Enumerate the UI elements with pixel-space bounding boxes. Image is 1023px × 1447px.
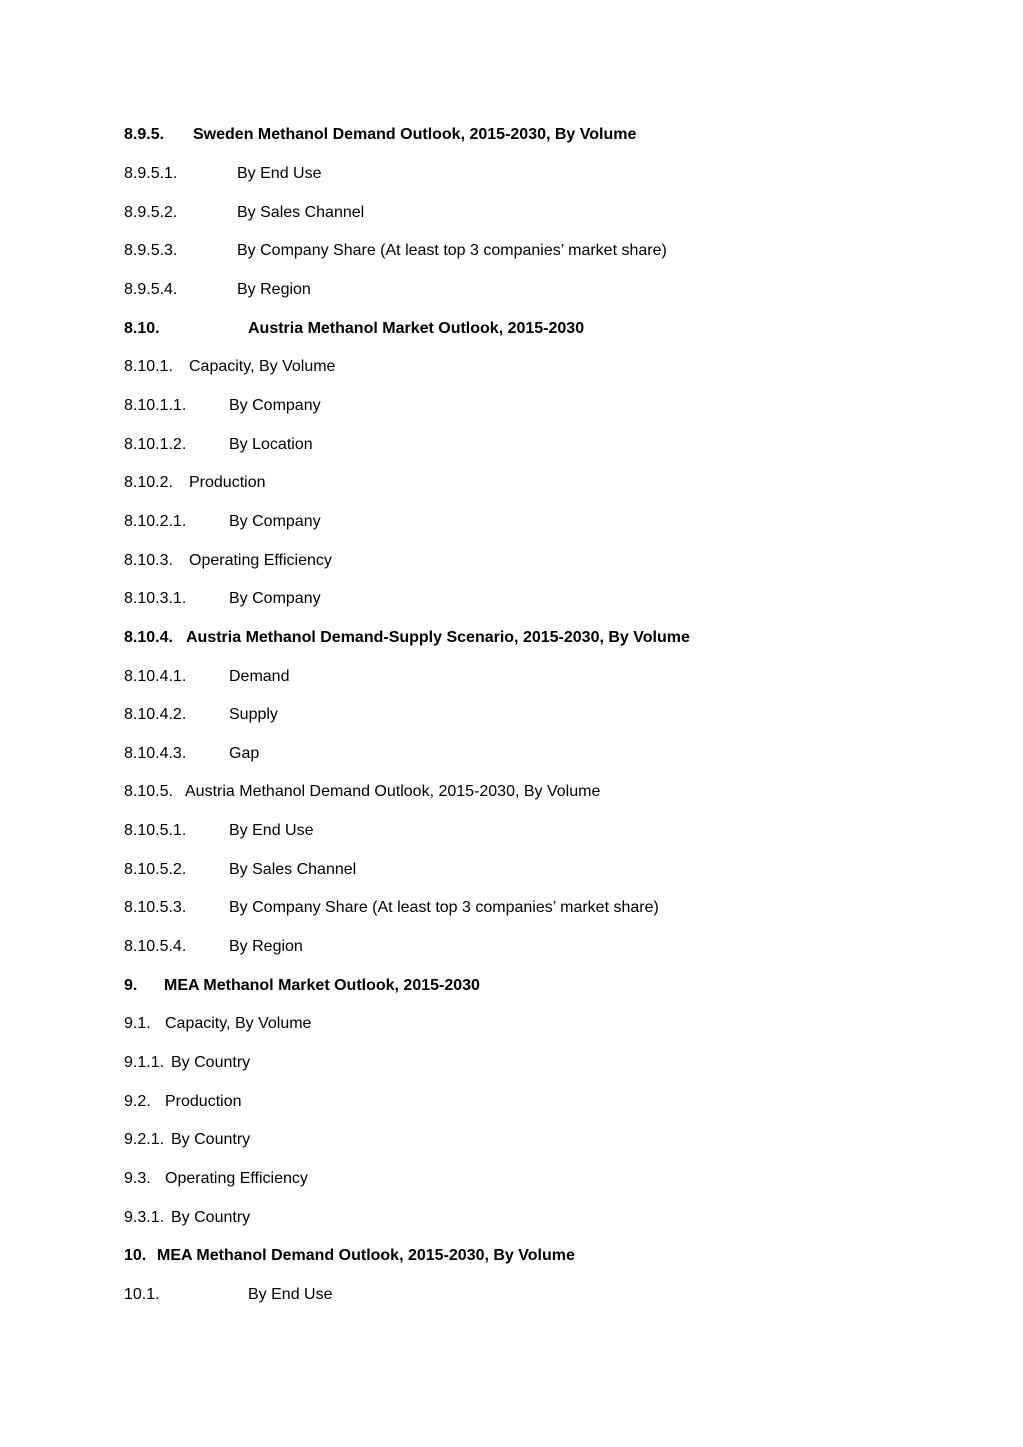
toc-title: Demand (229, 668, 290, 685)
toc-number: 8.10.5.2. (124, 861, 187, 878)
toc-title: By Company Share (At least top 3 companies’ market share) (229, 899, 659, 916)
toc-title: By End Use (248, 1286, 333, 1303)
toc-number: 8.9.5.1. (124, 165, 178, 182)
toc-title: By Region (229, 938, 303, 955)
toc-title: By Country (171, 1209, 251, 1226)
toc-number: 10.1. (124, 1286, 160, 1303)
toc-number: 8.10.3.1. (124, 590, 187, 607)
toc-title: By Sales Channel (237, 204, 365, 221)
toc-number: 8.9.5.2. (124, 204, 178, 221)
toc-number: 8.10.3. (124, 552, 173, 569)
toc-title: By Sales Channel (229, 861, 357, 878)
toc-number: 8.10.5. (124, 783, 173, 800)
toc-title: By Company (229, 590, 321, 607)
toc-number: 8.10.1. (124, 358, 173, 375)
toc-number: 10. (124, 1247, 147, 1264)
toc-title: By Country (171, 1054, 251, 1071)
toc-title: Austria Methanol Demand Outlook, 2015-2030, By Volume (185, 783, 601, 800)
toc-title: Production (165, 1093, 242, 1110)
toc-number: 8.10.1.2. (124, 436, 187, 453)
toc-title: Supply (229, 706, 278, 723)
toc-number: 9.1.1. (124, 1054, 165, 1071)
toc-title: Capacity, By Volume (189, 358, 336, 375)
toc-number: 8.10.2. (124, 474, 173, 491)
toc-title: By Country (171, 1131, 251, 1148)
toc-number: 8.9.5. (124, 126, 165, 143)
toc-number: 8.10.4.1. (124, 668, 187, 685)
toc-number: 9.2.1. (124, 1131, 165, 1148)
toc-title: Operating Efficiency (165, 1170, 308, 1187)
toc-number: 8.10.5.1. (124, 822, 187, 839)
toc-title: Capacity, By Volume (165, 1015, 312, 1032)
toc-number: 8.10.4. (124, 629, 173, 646)
toc-title: MEA Methanol Market Outlook, 2015-2030 (164, 977, 480, 994)
toc-number: 8.9.5.3. (124, 242, 178, 259)
toc-title: By End Use (229, 822, 314, 839)
toc-number: 8.10.2.1. (124, 513, 187, 530)
toc-number: 8.10.5.4. (124, 938, 187, 955)
toc-number: 8.9.5.4. (124, 281, 178, 298)
toc-title: Operating Efficiency (189, 552, 332, 569)
toc-number: 8.10.4.3. (124, 745, 187, 762)
toc-number: 8.10.1.1. (124, 397, 187, 414)
toc-title: By Region (237, 281, 311, 298)
toc-title: Sweden Methanol Demand Outlook, 2015-2030, By Volume (193, 126, 637, 143)
toc-title: Gap (229, 745, 260, 762)
toc-title: Austria Methanol Market Outlook, 2015-2030 (248, 320, 585, 337)
toc-title: By Company Share (At least top 3 companies’ market share) (237, 242, 667, 259)
toc-title: By Company (229, 397, 321, 414)
toc-title: MEA Methanol Demand Outlook, 2015-2030, By Volume (157, 1247, 575, 1264)
toc-number: 9.1. (124, 1015, 151, 1032)
toc-number: 8.10.5.3. (124, 899, 187, 916)
toc-title: By Company (229, 513, 321, 530)
toc-title: Production (189, 474, 266, 491)
toc-number: 9.3. (124, 1170, 151, 1187)
toc-number: 9.2. (124, 1093, 151, 1110)
toc-title: Austria Methanol Demand-Supply Scenario, 2015-2030, By Volume (186, 629, 690, 646)
toc-number: 9.3.1. (124, 1209, 165, 1226)
toc-number: 9. (124, 977, 138, 994)
toc-title: By End Use (237, 165, 322, 182)
toc-number: 8.10.4.2. (124, 706, 187, 723)
toc-number: 8.10. (124, 320, 160, 337)
toc-title: By Location (229, 436, 313, 453)
